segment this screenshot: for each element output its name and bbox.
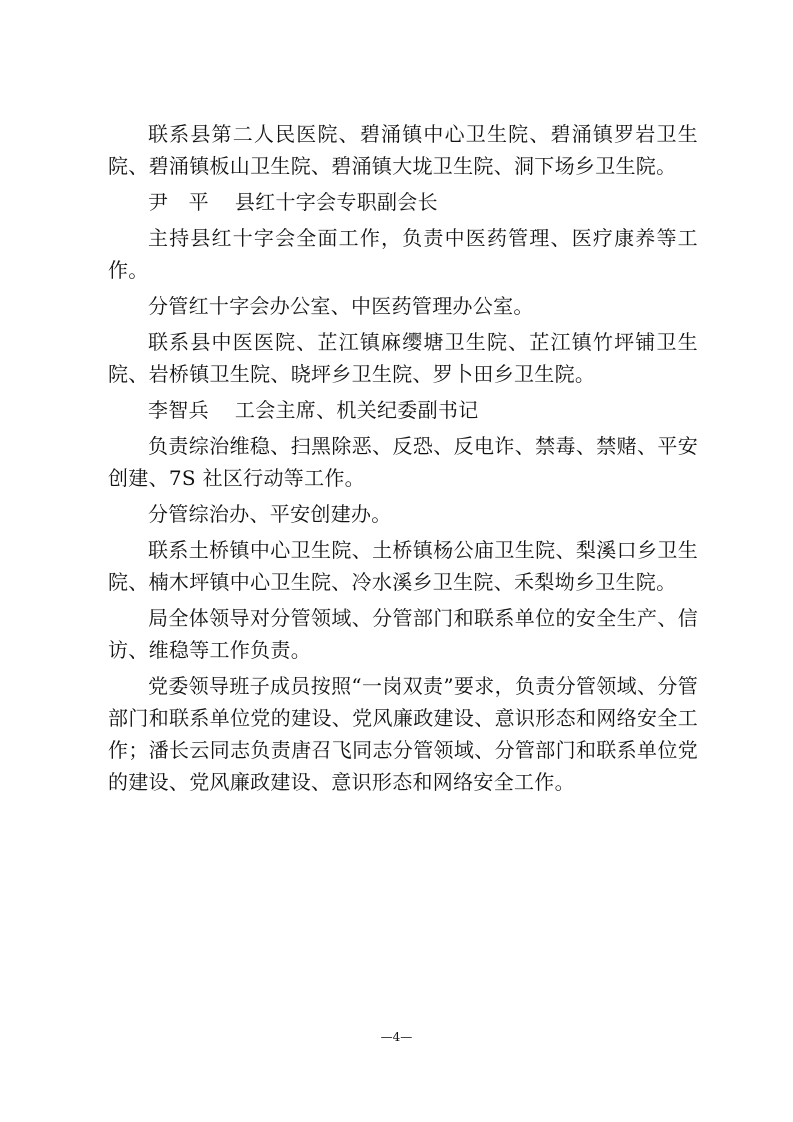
paragraph-responsibility: 负责综治维稳、扫黑除恶、反恐、反电诈、禁毒、禁赌、平安创建、7S 社区行动等工作。 — [108, 434, 698, 490]
leader-name: 李智兵 — [148, 398, 209, 422]
leader-heading-yin-ping — [108, 186, 698, 218]
document-body — [108, 118, 698, 802]
paragraph-departments: 分管红十字会办公室、中医药管理办公室。 — [148, 294, 534, 318]
paragraph-contacts: 联系县中医医院、芷江镇麻缨塘卫生院、芷江镇竹坪铺卫生院、岩桥镇卫生院、晓坪乡卫生院、罗卜田乡卫生院。 — [108, 330, 698, 386]
paragraph-party-responsibility: 党委领导班子成员按照“一岗双责”要求，负责分管领域、分管部门和联系单位党的建设、党风廉政建设、意识形态和网络安全工作；潘长云同志负责唐召飞同志分管领域、分管部门和联系单位党的建设、党风廉政建设、意识形态和网络安全工作。 — [108, 674, 698, 794]
paragraph-responsibility: 主持县红十字会全面工作，负责中医药管理、医疗康养等工作。 — [108, 226, 698, 282]
leader-name: 尹 平 — [148, 190, 209, 214]
leader-title: 县红十字会专职副会长 — [234, 190, 438, 214]
paragraph-contacts: 联系土桥镇中心卫生院、土桥镇杨公庙卫生院、梨溪口乡卫生院、楠木坪镇中心卫生院、冷水溪乡卫生院、禾梨坳乡卫生院。 — [108, 538, 698, 594]
leader-title: 工会主席、机关纪委副书记 — [234, 398, 479, 422]
leader-heading-li-zhibing — [108, 394, 698, 426]
paragraph-contacts-second-hospital: 联系县第二人民医院、碧涌镇中心卫生院、碧涌镇罗岩卫生院、碧涌镇板山卫生院、碧涌镇大垅卫生院、洞下场乡卫生院。 — [108, 122, 698, 178]
page-number: —4— — [380, 1030, 413, 1044]
paragraph-safety-responsibility: 局全体领导对分管领域、分管部门和联系单位的安全生产、信访、维稳等工作负责。 — [108, 606, 698, 662]
paragraph-departments: 分管综治办、平安创建办。 — [148, 502, 392, 526]
